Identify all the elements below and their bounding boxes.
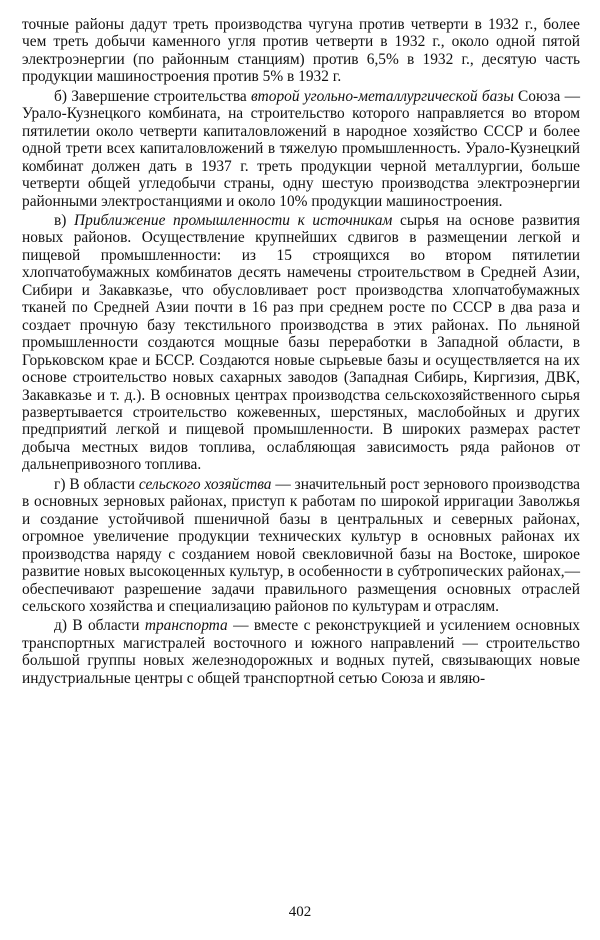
text-run: — значительный рост зернового производства в основных зерновых районах, приступ к работам по широкой ирригации Заволжья и создание устойчивой пшеничной базы в центральных и северных районах, огромное увеличение продукции технических культур в основных районах их производства наряду с созданием новой свекловичной базы на Востоке, широкое развитие новых высокоценных культур, в особенности в субтропических районах,— обеспечивают разрешение задачи правильного размещения основных отраслей сельского хозяйства и специализацию районов по культурам и отраслям.: [22, 475, 580, 615]
paragraph-b-second-coal-metallurgical-base: [22, 88, 580, 210]
text-run: д) В области: [54, 617, 145, 635]
text-run: — вместе с реконструкцией и усилением основных транспортных магистралей восточного и южного направлений — строительство большой группы новых железнодорожных и водных путей, связывающих новые индустриальные центры с общей транспортной сетью Союза и являю-: [22, 617, 580, 687]
italic-term: транспорта: [144, 617, 228, 635]
paragraph-g-agriculture: [22, 476, 580, 616]
text-run: Союза — Урало-Кузнецкого комбината, на строительство которого направляется во втором пятилетии около четверти капиталовложений в народное хозяйство СССР и более одной трети всех капиталовложений в тяжелую промышленность. Урало-Кузнецкий комбинат должен дать в 1937 г. треть продукции черной металлургии, больше четверти общей угледобычи страны, одну шестую производства электроэнергии районными электростанциями и около 10% продукции машиностроения.: [22, 87, 580, 210]
italic-term: сельского хозяйства: [138, 475, 272, 493]
text-run: г) В области: [54, 475, 139, 493]
paragraph-d-transport: [22, 617, 580, 687]
text-run: в): [54, 211, 75, 229]
italic-term: Приближение промышленности к источникам: [74, 211, 393, 229]
paragraph-continuation: [22, 16, 580, 86]
italic-term: второй угольно-металлургической базы: [251, 87, 514, 105]
text-run: сырья на основе развития новых районов. Осуществление крупнейших сдвигов в размещении легкой и пищевой промышленности: из 15 строящихся во втором пятилетии хлопчатобумажных комбинатов десять намечены строительством в Средней Азии, Сибири и Закавказье, что обусловливает рост производства хлопчатобумажных тканей по Средней Азии почти в 16 раз при среднем росте по СССР в два раза и создает прочную базу текстильного производства в этих районах. По льняной промышленности создаются мощные базы переработки в Западной области, в Горьковском крае и БССР. Создаются новые сырьевые базы и осуществляется на их основе строительство новых сахарных заводов (Западная Сибирь, Киргизия, ДВК, Закавказье и т. д.). В основных центрах производства сельскохозяйственного сырья развертывается строительство кожевенных, шерстяных, маслобойных и других предприятий легкой и пищевой промышленности. В широких размерах растет добыча местных видов топлива, ослабляющая зависимость ряда районов от дальнепривозного топлива.: [22, 211, 580, 474]
page-number: 402: [288, 904, 312, 920]
text-run: б) Завершение строительства: [54, 87, 251, 105]
paragraph-v-industry-near-sources: [22, 212, 580, 474]
page-text-column: [22, 16, 580, 687]
text-run: точные районы дадут треть производства чугуна против четверти в 1932 г., более чем треть добычи каменного угля против четверти в 1932 г., около одной пятой электроэнергии (по районным станциям) против 6,5% в 1932 г., десятую часть продукции машиностроения против 5% в 1932 г.: [22, 16, 580, 86]
